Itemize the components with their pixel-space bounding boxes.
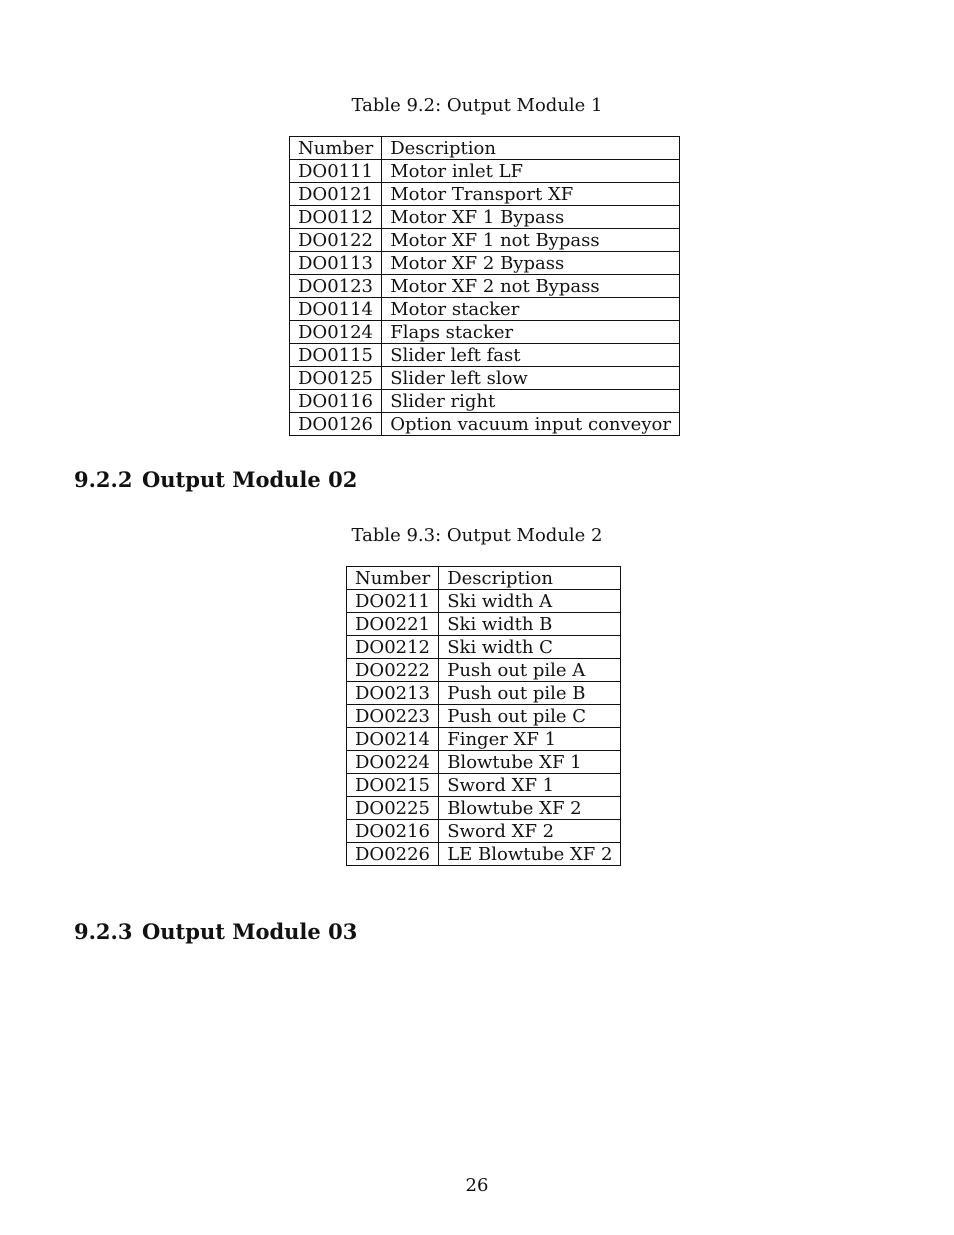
table-row xyxy=(347,843,621,866)
cell-description: Blowtube XF 2 xyxy=(439,797,621,820)
section-title: Output Module 03 xyxy=(142,919,358,944)
cell-number: DO0225 xyxy=(347,797,439,820)
table-row xyxy=(290,252,680,275)
cell-number: DO0226 xyxy=(347,843,439,866)
cell-number: DO0112 xyxy=(290,206,382,229)
cell-description: Motor Transport XF xyxy=(382,183,680,206)
cell-description: Ski width C xyxy=(439,636,621,659)
section-number: 9.2.2 xyxy=(74,467,133,492)
table-row xyxy=(347,613,621,636)
cell-description: Motor XF 1 not Bypass xyxy=(382,229,680,252)
cell-description: Motor stacker xyxy=(382,298,680,321)
column-header-description: Description xyxy=(382,137,680,160)
cell-number: DO0121 xyxy=(290,183,382,206)
cell-description: Push out pile B xyxy=(439,682,621,705)
table-row xyxy=(347,820,621,843)
cell-number: DO0122 xyxy=(290,229,382,252)
section-title: Output Module 02 xyxy=(142,467,358,492)
cell-description: Push out pile C xyxy=(439,705,621,728)
cell-description: Option vacuum input conveyor xyxy=(382,413,680,436)
cell-number: DO0216 xyxy=(347,820,439,843)
cell-number: DO0215 xyxy=(347,774,439,797)
output-module-1-table xyxy=(289,136,680,436)
cell-description: Motor XF 2 not Bypass xyxy=(382,275,680,298)
cell-description: Blowtube XF 1 xyxy=(439,751,621,774)
cell-number: DO0212 xyxy=(347,636,439,659)
section-heading-output-module-02 xyxy=(74,467,357,493)
cell-description: Slider left slow xyxy=(382,367,680,390)
cell-number: DO0221 xyxy=(347,613,439,636)
column-header-number: Number xyxy=(290,137,382,160)
cell-description: Push out pile A xyxy=(439,659,621,682)
cell-number: DO0211 xyxy=(347,590,439,613)
cell-number: DO0213 xyxy=(347,682,439,705)
table-caption-output-module-2: Table 9.3: Output Module 2 xyxy=(351,525,603,546)
table-row xyxy=(347,797,621,820)
table-caption-output-module-1: Table 9.2: Output Module 1 xyxy=(351,95,603,116)
table-row xyxy=(290,390,680,413)
table-row xyxy=(347,728,621,751)
cell-number: DO0114 xyxy=(290,298,382,321)
output-module-2-table-body xyxy=(347,567,621,866)
table-row xyxy=(290,229,680,252)
table-row xyxy=(290,160,680,183)
table-row xyxy=(347,774,621,797)
cell-number: DO0223 xyxy=(347,705,439,728)
table-row xyxy=(290,298,680,321)
cell-description: Motor inlet LF xyxy=(382,160,680,183)
cell-number: DO0123 xyxy=(290,275,382,298)
cell-number: DO0126 xyxy=(290,413,382,436)
table-header-row xyxy=(347,567,621,590)
cell-number: DO0111 xyxy=(290,160,382,183)
table-row xyxy=(290,275,680,298)
table-row xyxy=(290,321,680,344)
cell-number: DO0125 xyxy=(290,367,382,390)
cell-description: Flaps stacker xyxy=(382,321,680,344)
cell-number: DO0113 xyxy=(290,252,382,275)
output-module-2-table xyxy=(346,566,621,866)
cell-description: Ski width B xyxy=(439,613,621,636)
cell-number: DO0214 xyxy=(347,728,439,751)
section-number: 9.2.3 xyxy=(74,919,133,944)
output-module-1-table-body xyxy=(290,137,680,436)
table-row xyxy=(290,206,680,229)
cell-number: DO0224 xyxy=(347,751,439,774)
cell-description: Slider left fast xyxy=(382,344,680,367)
column-header-description: Description xyxy=(439,567,621,590)
cell-description: Slider right xyxy=(382,390,680,413)
cell-number: DO0115 xyxy=(290,344,382,367)
table-row xyxy=(347,705,621,728)
page-number: 26 xyxy=(465,1175,489,1196)
section-heading-output-module-03 xyxy=(74,919,357,945)
table-row xyxy=(347,659,621,682)
table-row xyxy=(347,590,621,613)
cell-number: DO0222 xyxy=(347,659,439,682)
table-row xyxy=(347,636,621,659)
table-row xyxy=(347,682,621,705)
cell-description: LE Blowtube XF 2 xyxy=(439,843,621,866)
cell-number: DO0116 xyxy=(290,390,382,413)
cell-description: Ski width A xyxy=(439,590,621,613)
cell-description: Motor XF 2 Bypass xyxy=(382,252,680,275)
cell-description: Motor XF 1 Bypass xyxy=(382,206,680,229)
table-row xyxy=(290,367,680,390)
table-header-row xyxy=(290,137,680,160)
cell-description: Sword XF 1 xyxy=(439,774,621,797)
table-row xyxy=(290,183,680,206)
cell-number: DO0124 xyxy=(290,321,382,344)
table-row xyxy=(290,413,680,436)
column-header-number: Number xyxy=(347,567,439,590)
cell-description: Sword XF 2 xyxy=(439,820,621,843)
table-row xyxy=(290,344,680,367)
cell-description: Finger XF 1 xyxy=(439,728,621,751)
table-row xyxy=(347,751,621,774)
